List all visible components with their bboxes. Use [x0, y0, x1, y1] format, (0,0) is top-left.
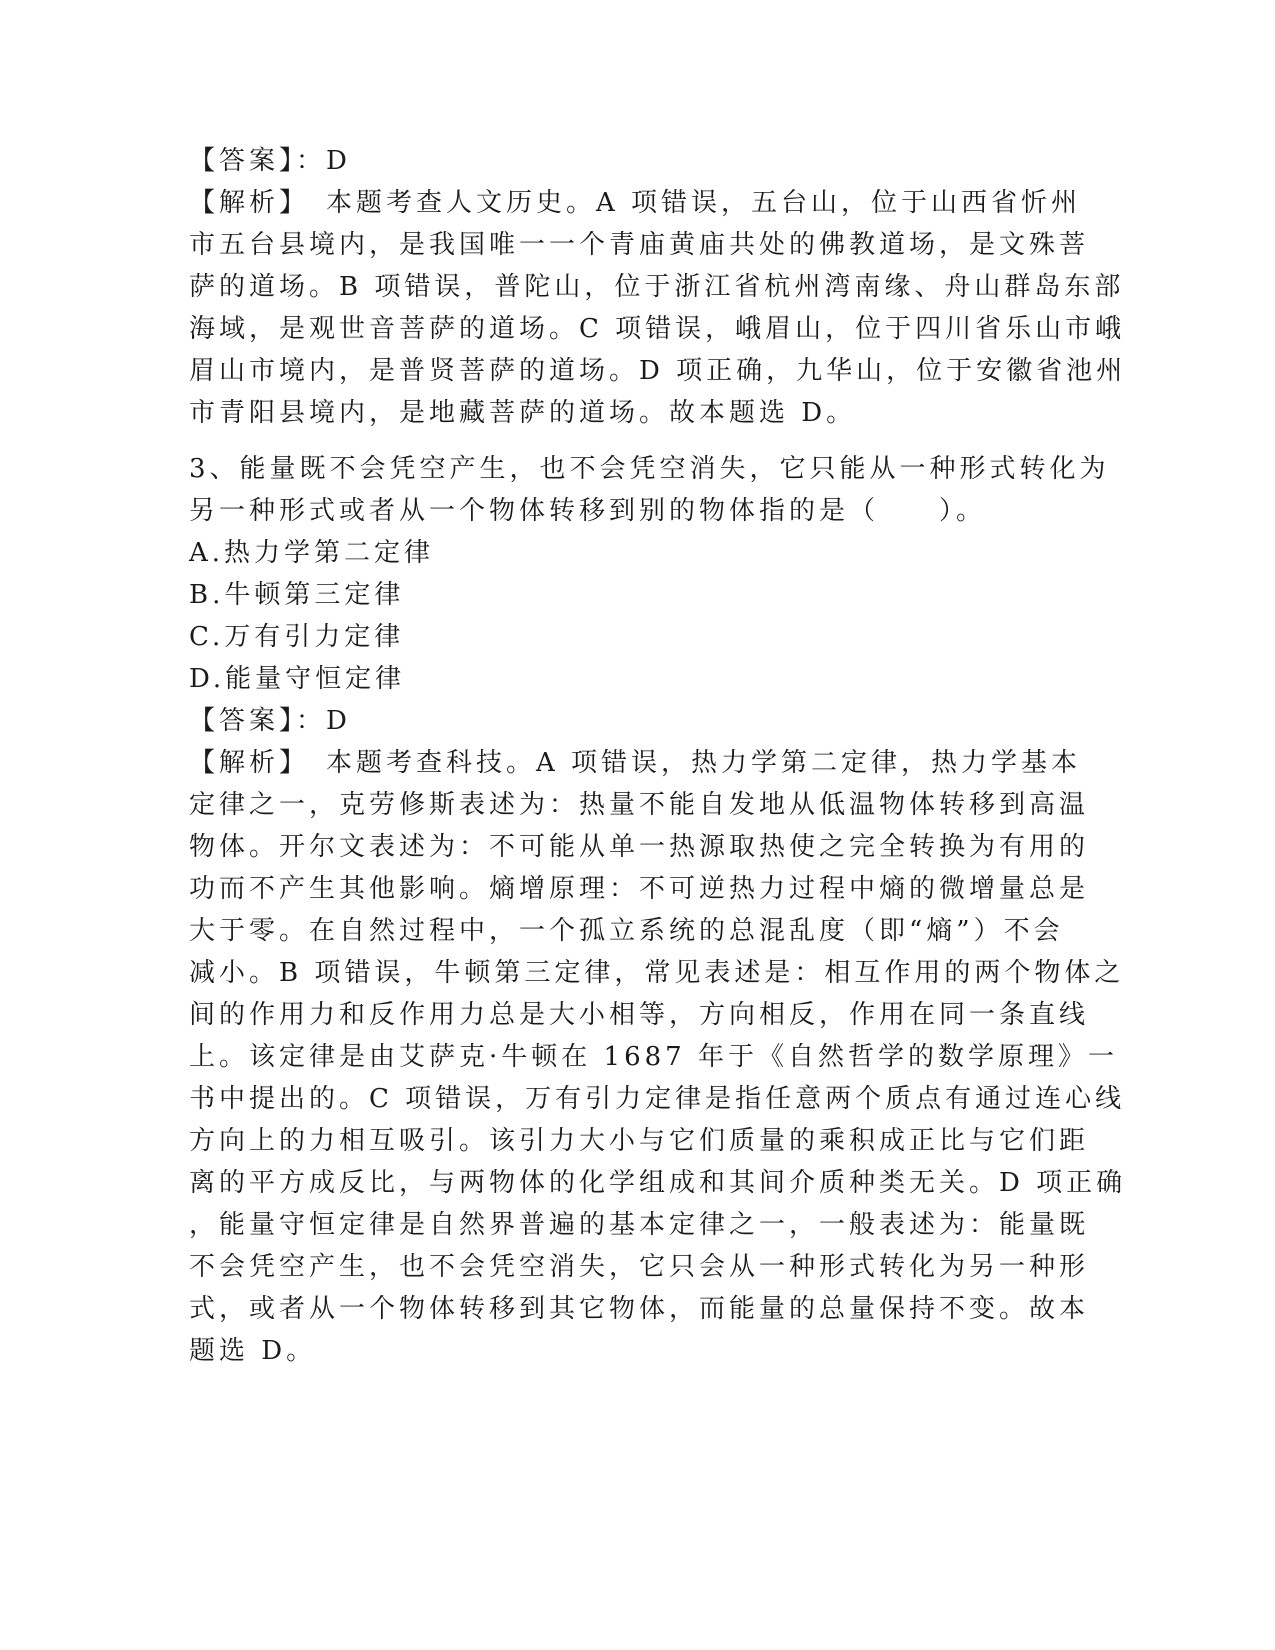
analysis-line: 功而不产生其他影响。熵增原理：不可逆热力过程中熵的微增量总是: [189, 874, 1090, 904]
analysis-line: 市青阳县境内，是地藏菩萨的道场。故本题选 D。: [189, 398, 857, 428]
analysis-line: 书中提出的。C 项错误，万有引力定律是指任意两个质点有通过连心线: [189, 1084, 1126, 1114]
analysis-line: 离的平方成反比，与两物体的化学组成和其间介质种类无关。D 项正确: [189, 1168, 1127, 1198]
analysis-line: 萨的道场。B 项错误，普陀山，位于浙江省杭州湾南缘、舟山群岛东部: [189, 272, 1125, 302]
analysis-line: 海域，是观世音菩萨的道场。C 项错误，峨眉山，位于四川省乐山市峨: [189, 314, 1126, 344]
analysis-line: 定律之一，克劳修斯表述为：热量不能自发地从低温物体转移到高温: [189, 790, 1090, 820]
answer-line: 【答案】：D: [189, 706, 351, 736]
option-d: D.能量守恒定律: [189, 664, 406, 694]
analysis-line: 间的作用力和反作用力总是大小相等，方向相反，作用在同一条直线: [189, 1000, 1090, 1030]
option-a: A.热力学第二定律: [189, 538, 435, 568]
analysis-line: 大于零。在自然过程中，一个孤立系统的总混乱度（即“熵”）不会: [189, 916, 1064, 946]
analysis-line: 眉山市境内，是普贤菩萨的道场。D 项正确，九华山，位于安徽省池州: [189, 356, 1127, 386]
analysis-line: 式，或者从一个物体转移到其它物体，而能量的总量保持不变。故本: [189, 1294, 1090, 1324]
analysis-line: 方向上的力相互吸引。该引力大小与它们质量的乘积成正比与它们距: [189, 1126, 1090, 1156]
option-c: C.万有引力定律: [189, 622, 405, 652]
analysis-line: 物体。开尔文表述为：不可能从单一热源取热使之完全转换为有用的: [189, 832, 1090, 862]
option-b: B.牛顿第三定律: [189, 580, 405, 610]
question-line: 3、能量既不会凭空产生，也不会凭空消失，它只能从一种形式转化为: [189, 454, 1110, 484]
analysis-line: 【解析】 本题考查人文历史。A 项错误，五台山，位于山西省忻州: [189, 188, 1082, 218]
analysis-line: 减小。B 项错误，牛顿第三定律，常见表述是：相互作用的两个物体之: [189, 958, 1125, 988]
analysis-line: 不会凭空产生，也不会凭空消失，它只会从一种形式转化为另一种形: [189, 1252, 1090, 1282]
analysis-line: 上。该定律是由艾萨克·牛顿在 1687 年于《自然哲学的数学原理》一: [189, 1042, 1118, 1072]
question-line: 另一种形式或者从一个物体转移到别的物体指的是（ ）。: [189, 496, 987, 526]
analysis-line: 【解析】 本题考查科技。A 项错误，热力学第二定律，热力学基本: [189, 748, 1082, 778]
analysis-line: ，能量守恒定律是自然界普遍的基本定律之一，一般表述为：能量既: [189, 1210, 1090, 1240]
analysis-line: 市五台县境内，是我国唯一一个青庙黄庙共处的佛教道场，是文殊菩: [189, 230, 1090, 260]
answer-line: 【答案】：D: [189, 146, 351, 176]
analysis-line: 题选 D。: [189, 1336, 317, 1366]
